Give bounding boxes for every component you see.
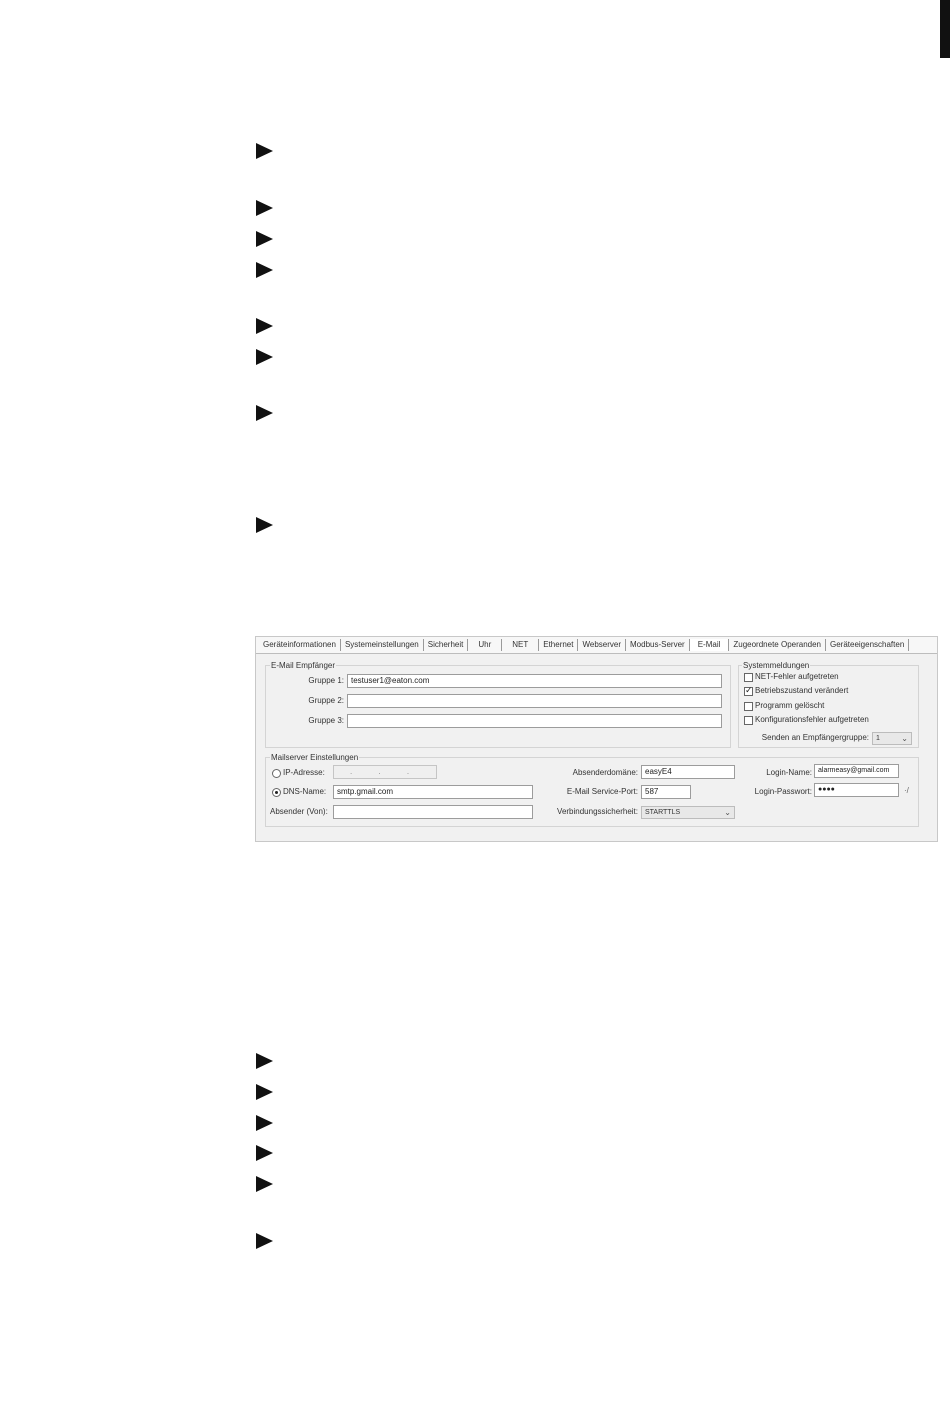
- bullet-arrow-icon: [256, 405, 273, 421]
- connection-security-select[interactable]: [641, 806, 735, 819]
- program-deleted-checkbox[interactable]: [744, 702, 753, 711]
- bullet-arrow-icon: [256, 1084, 273, 1100]
- program-deleted-label: Programm gelöscht: [755, 701, 825, 710]
- ip-address-radio[interactable]: [272, 769, 281, 778]
- tab-ethernet[interactable]: Ethernet: [539, 639, 578, 651]
- sender-domain-input[interactable]: easyE4: [641, 765, 735, 779]
- login-password-label: Login-Passwort:: [754, 787, 812, 796]
- group1-label: Gruppe 1:: [308, 676, 344, 685]
- tab-security[interactable]: Sicherheit: [424, 639, 469, 651]
- tab-net[interactable]: NET: [502, 639, 539, 651]
- bullet-arrow-icon: [256, 231, 273, 247]
- service-port-label: E-Mail Service-Port:: [566, 787, 638, 796]
- login-name-label: Login-Name:: [766, 768, 812, 777]
- state-changed-label: Betriebszustand verändert: [755, 686, 849, 695]
- net-error-checkbox[interactable]: [744, 673, 753, 682]
- bullet-arrow-icon: [256, 318, 273, 334]
- send-to-group-value: 1: [876, 735, 880, 742]
- send-to-group-select[interactable]: [872, 732, 912, 745]
- chevron-down-icon: ⌄: [901, 734, 908, 743]
- ip-address-label: IP-Adresse:: [283, 768, 325, 777]
- ip-address-input[interactable]: . . .: [333, 765, 437, 779]
- password-side-mark: ·/: [904, 786, 909, 795]
- sender-input[interactable]: [333, 805, 533, 819]
- tab-modbus-server[interactable]: Modbus-Server: [626, 639, 690, 651]
- page-edge-mark: [940, 0, 950, 58]
- tab-device-properties[interactable]: Geräteeigenschaften: [826, 639, 909, 651]
- dns-name-input[interactable]: smtp.gmail.com: [333, 785, 533, 799]
- dns-name-radio[interactable]: [272, 788, 281, 797]
- bullet-arrow-icon: [256, 517, 273, 533]
- net-error-label: NET-Fehler aufgetreten: [755, 672, 839, 681]
- tab-bar: [256, 637, 937, 654]
- bullet-arrow-icon: [256, 1115, 273, 1131]
- mailserver-title: Mailserver Einstellungen: [271, 753, 359, 762]
- group2-input[interactable]: [347, 694, 722, 708]
- state-changed-checkbox[interactable]: [744, 687, 753, 696]
- connection-security-label: Verbindungssicherheit:: [557, 807, 638, 816]
- group3-label: Gruppe 3:: [308, 716, 344, 725]
- bullet-arrow-icon: [256, 349, 273, 365]
- bullet-arrow-icon: [256, 1145, 273, 1161]
- system-messages-title: Systemmeldungen: [743, 661, 810, 670]
- tab-webserver[interactable]: Webserver: [578, 639, 626, 651]
- email-settings-dialog: [255, 636, 938, 842]
- send-to-group-label: Senden an Empfängergruppe:: [761, 733, 869, 742]
- bullet-arrow-icon: [256, 1233, 273, 1249]
- bullet-arrow-icon: [256, 200, 273, 216]
- connection-security-value: STARTTLS: [645, 809, 681, 816]
- bullet-arrow-icon: [256, 1176, 273, 1192]
- tab-device-info[interactable]: Geräteinformationen: [259, 639, 341, 651]
- group3-input[interactable]: [347, 714, 722, 728]
- config-error-label: Konfigurationsfehler aufgetreten: [755, 715, 869, 724]
- login-name-input[interactable]: alarmeasy@gmail.com: [814, 764, 899, 778]
- recipients-title: E-Mail Empfänger: [271, 661, 336, 670]
- bullet-arrow-icon: [256, 1053, 273, 1069]
- tab-clock[interactable]: Uhr: [468, 639, 502, 651]
- chevron-down-icon: ⌄: [724, 808, 731, 817]
- tab-email[interactable]: E-Mail: [690, 639, 730, 651]
- sender-domain-label: Absenderdomäne:: [572, 768, 638, 777]
- service-port-input[interactable]: 587: [641, 785, 691, 799]
- group2-label: Gruppe 2:: [308, 696, 344, 705]
- sender-label: Absender (Von):: [270, 807, 328, 816]
- tab-assigned-operands[interactable]: Zugeordnete Operanden: [729, 639, 826, 651]
- tab-system-settings[interactable]: Systemeinstellungen: [341, 639, 424, 651]
- dns-name-label: DNS-Name:: [283, 787, 327, 796]
- login-password-input[interactable]: ●●●●: [814, 783, 899, 797]
- bullet-arrow-icon: [256, 143, 273, 159]
- config-error-checkbox[interactable]: [744, 716, 753, 725]
- bullet-arrow-icon: [256, 262, 273, 278]
- group1-input[interactable]: testuser1@eaton.com: [347, 674, 722, 688]
